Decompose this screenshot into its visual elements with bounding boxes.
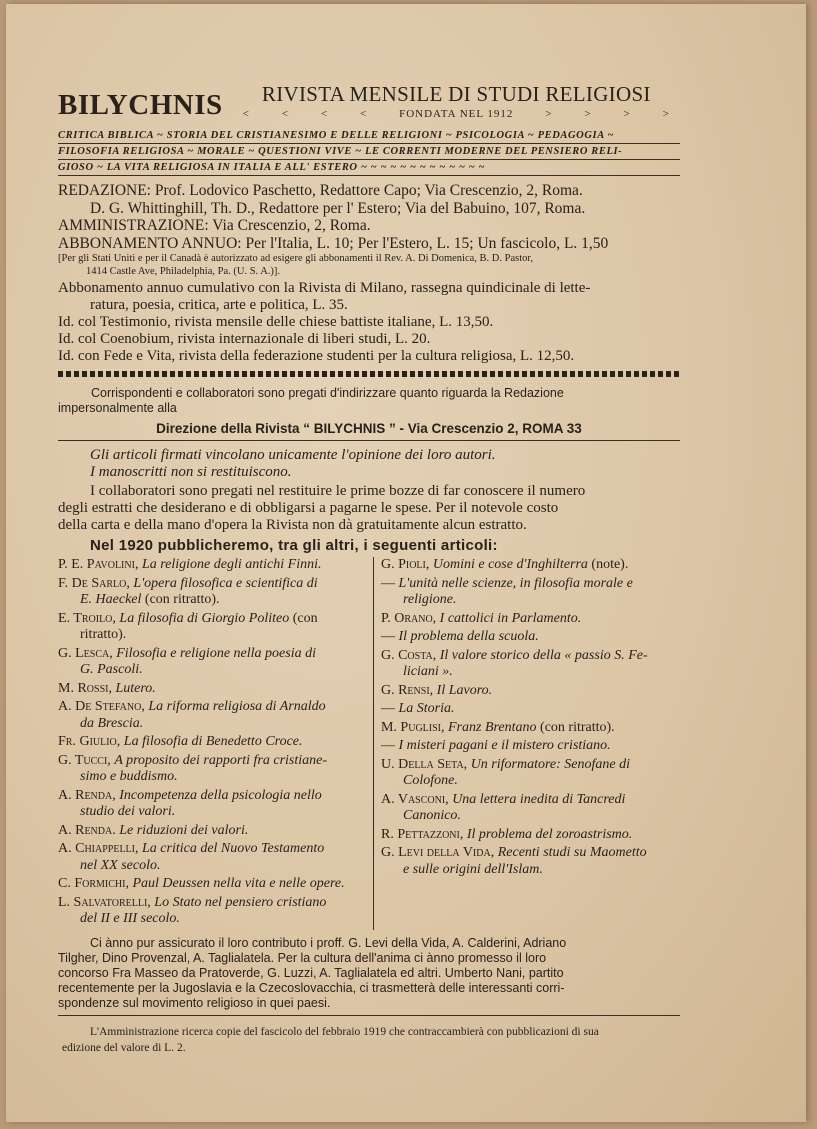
contributors-line: recentemente per la Jugoslavia e la Czecoslovacchia, ci trasmetterà delle interessanti corri- [58,980,565,995]
article-title: Incompetenza della psicologia nello [119,787,322,803]
article-note: ritratto). [80,627,127,642]
article-title-continued: del II e III secolo. [80,911,180,926]
article-title-continued: nel XX secolo. [80,857,161,873]
article-line [58,646,367,663]
article-author: A. Chiappelli, [58,841,139,856]
administration-note [58,1024,680,1056]
article-note: (con ritratto). [144,592,220,607]
article-line [381,557,680,574]
article-line [58,699,367,716]
article-entry [58,734,367,751]
article-line [58,788,367,805]
topics-line: GIOSO ~ LA VITA RELIGIOSA IN ITALIA E ALL' ESTERO ~ ~ ~ ~ ~ ~ ~ ~ ~ ~ ~ ~ ~ [58,160,680,176]
article-title: Un riformatore: Senofane di [470,756,630,772]
redazione-line: D. G. Whittinghill, Th. D., Redattore per l' Estero; Via del Babuino, 107, Roma. [90,199,586,217]
article-title: L'opera filosofica e scientifica di [133,575,318,591]
article-title-continued: Canonico. [402,808,461,823]
usa-note [58,252,680,278]
subscription-line: Id. col Testimonio, rivista mensile delle chiese battiste italiane, L. 13,50. [58,314,494,330]
article-title: La riforma religiosa di Arnaldo [148,699,326,714]
cumulative-subscriptions [58,280,680,365]
article-entry [381,738,680,755]
article-line-continued [58,592,367,609]
article-line-continued [381,808,680,825]
article-author: P. Orano, [380,610,437,626]
article-entry [58,753,367,786]
correspondence-line: impersonalmente alla [58,401,177,415]
article-line [381,720,680,737]
topics-line: FILOSOFIA RELIGIOSA ~ MORALE ~ QUESTIONI VIVE ~ LE CORRENTI MODERNE DEL PENSIERO RELI- [58,144,680,160]
article-author: U. Della Seta, [380,756,468,772]
article-line [381,683,680,700]
article-line-continued [58,804,367,821]
articles-columns [58,557,680,930]
article-author: E. Troilo, [58,610,116,626]
article-title-continued: liciani ». [402,664,453,679]
contributors-line: spondenze sul movimento religioso in quei paesi. [58,995,331,1010]
article-title: Il problema del zoroastrismo. [466,826,633,842]
article-title: Il valore storico della « passio S. Fe- [439,647,648,663]
founded-mark: < [320,108,329,120]
articles-heading: Nel 1920 pubblicheremo, tra gli altri, i seguenti articoli: [90,537,498,554]
dotted-divider [58,371,680,377]
article-entry [381,701,680,718]
article-author: A. Renda, [58,787,116,803]
article-author: L. Salvatorelli, [58,894,151,910]
article-author: M. Puglisi, [380,719,445,735]
disclaimer-line: Gli articoli firmati vincolano unicamente l'opinione dei loro autori. [90,447,496,463]
articles-left-column [58,557,374,930]
article-entry [58,876,367,893]
article-entry [381,845,680,878]
article-line [58,611,367,628]
article-title: Paul Deussen nella vita e nelle opere. [132,876,345,891]
subscription-line: Abbonamento annuo cumulativo con la Rivista di Milano, rassegna quindicinale di lette- [58,280,591,296]
founded-mark: < [242,108,250,120]
article-author: M. Rossi, [58,680,112,696]
article-entry [58,699,367,732]
founded-mark: > [584,108,592,120]
administration-line: edizione del valore di L. 2. [62,1041,186,1054]
article-line [381,738,680,755]
founded-line [233,108,680,120]
article-line [381,757,680,774]
collaborators-line: degli estratti che desiderano e di obbligarsi a pagarne le spese. Per il notevole costo [58,500,559,516]
subscription-line: Id. con Fede e Vita, rivista della federazione studenti per la cultura religiosa, L. 12,50. [58,348,575,364]
article-title-continued: religione. [402,592,457,607]
article-entry [58,895,367,928]
article-author: P. E. Pavolini, [58,557,139,572]
article-line [58,823,367,840]
article-author: R. Pettazzoni, [380,826,464,842]
article-title-continued: simo e buddismo. [80,769,178,784]
article-author: — [380,738,395,753]
article-title: I misteri pagani e il mistero cristiano. [398,738,611,753]
article-title: La filosofia di Benedetto Croce. [123,734,303,749]
collaborators-line: I collaboratori sono pregati nel restituire le prime bozze di far conoscere il numero [90,483,586,499]
article-entry [58,557,367,574]
article-line [381,611,680,628]
article-line [58,895,367,912]
article-line [58,681,367,698]
contributors-line: Tilgher, Dino Provenzal, A. Taglialatela. Per la cultura dell'anima ci ànno promesso il loro [58,950,547,965]
article-line-continued [58,716,367,733]
article-author: G. Rensi, [380,682,434,698]
masthead-right [233,84,680,120]
article-line-continued [381,592,680,609]
article-line [58,753,367,770]
redazione-block [58,182,680,278]
correspondence-note [58,386,680,416]
article-author: A. De Stefano, [58,699,145,714]
article-author: G. Levi della Vida, [380,845,495,860]
article-entry [58,646,367,679]
article-title: Una lettera inedita di Tancredi [452,791,626,807]
correspondence-line: Corrispondenti e collaboratori sono pregati d'indirizzare quanto riguarda la Redazione [91,386,564,400]
masthead [58,84,680,120]
article-line [58,734,367,751]
article-author: — [380,629,395,644]
collaborators-line: della carta e della mano d'opera la Rivista non dà gratuitamente alcun estratto. [58,517,527,533]
article-title-continued: E. Haeckel [80,592,142,607]
article-line-continued [58,627,367,644]
article-entry [381,629,680,646]
article-title-continued: G. Pascoli. [80,662,143,677]
article-title: Uomini e cose d'Inghilterra [432,557,588,572]
articles-right-column [374,557,680,930]
article-line [381,576,680,593]
article-title: Lo Stato nel pensiero cristiano [154,894,327,910]
founded-mark: < [281,108,289,120]
page-content [58,84,680,1056]
article-author: G. Costa, [380,647,437,663]
article-author: G. Pioli, [380,557,430,572]
article-line-continued [381,664,680,681]
article-title: La Storia. [398,701,455,716]
amministrazione-line: AMMINISTRAZIONE: Via Crescenzio, 2, Roma. [58,217,371,234]
article-entry [58,611,367,644]
article-title: Recenti studi su Maometto [497,845,647,860]
article-title: A proposito dei rapporti fra cristiane- [114,752,328,768]
article-title: L'unità nelle scienze, in filosofia morale e [398,575,633,591]
article-entry [381,792,680,825]
article-title: Lutero. [115,680,156,696]
article-entry [58,681,367,698]
founded-mark: > [545,108,553,120]
article-entry [381,827,680,844]
abbonamento-line: ABBONAMENTO ANNUO: Per l'Italia, L. 10; Per l'Estero, L. 15; Un fascicolo, L. 1,50 [58,234,609,252]
collaborators-note [58,483,680,534]
article-entry [381,683,680,700]
founded-text: FONDATA NEL 1912 [399,108,514,120]
founded-mark: > [662,108,670,120]
article-author: — [380,701,395,716]
article-author: G. Tucci, [58,752,111,768]
article-entry [381,720,680,737]
article-title-continued: e sulle origini dell'Islam. [402,861,543,877]
article-line-continued [58,911,367,928]
article-title: I cattolici in Parlamento. [439,610,582,626]
article-title: Il problema della scuola. [398,629,539,644]
article-title: Il Lavoro. [436,682,493,698]
founded-mark: > [623,108,631,120]
article-entry [381,576,680,609]
article-author: — [380,575,395,591]
contributors-note [58,936,680,1016]
article-entry [58,823,367,840]
journal-subtitle: RIVISTA MENSILE DI STUDI RELIGIOSI [261,82,651,106]
article-title: Filosofia e religione nella poesia di [116,645,316,661]
article-entry [381,557,680,574]
article-note: (con ritratto). [540,719,615,735]
article-entry [58,788,367,821]
article-line [381,792,680,809]
article-entry [58,841,367,874]
article-title: La critica del Nuovo Testamento [142,841,325,856]
article-line [381,701,680,718]
article-author: Fr. Giulio, [58,734,121,749]
article-entry [58,576,367,609]
article-line-continued [381,773,680,790]
disclaimer-notes [58,447,680,481]
article-line [381,827,680,844]
subscription-line: ratura, poesia, critica, arte e politica, L. 35. [90,297,348,313]
article-entry [381,611,680,628]
article-line [381,648,680,665]
topics-band [58,128,680,176]
journal-page [6,4,806,1122]
contributors-line: concorso Fra Masseo da Pratoverde, G. Luzzi, A. Taglialatela ed altri. Umberto Nani, partito [58,965,564,980]
article-entry [381,757,680,790]
article-line [58,841,367,858]
article-line [381,845,680,862]
article-title: La religione degli antichi Finni. [141,557,322,572]
article-author: F. De Sarlo, [58,575,130,591]
direction-address: Direzione della Rivista “ BILYCHNIS ” - Via Crescenzio 2, ROMA 33 [58,418,680,441]
article-note: (note). [591,557,629,572]
article-line [58,876,367,893]
article-author: C. Formichi, [58,876,129,891]
founded-mark: < [359,108,368,120]
journal-brand: BILYCHNIS [58,89,223,121]
usa-note-line: 1414 Castle Ave, Philadelphia, Pa. (U. S. A.)]. [86,266,281,277]
article-title-continued: Colofone. [402,773,458,788]
article-line [58,576,367,593]
administration-line: L'Amministrazione ricerca copie del fascicolo del febbraio 1919 che contraccambierà con pubblicazioni di sua [90,1025,599,1038]
article-title: La filosofia di Giorgio Politeo [119,610,290,626]
article-author: A. Vasconi, [380,791,449,807]
redazione-line: REDAZIONE: Prof. Lodovico Paschetto, Redattore Capo; Via Crescenzio, 2, Roma. [58,182,583,199]
article-note: (con [292,610,318,626]
article-line [58,557,367,574]
article-title: Franz Brentano [448,719,537,735]
article-line-continued [58,769,367,786]
article-line-continued [58,662,367,679]
article-line-continued [381,862,680,879]
article-title-continued: da Brescia. [80,715,144,731]
article-author: A. Renda. [58,822,116,838]
article-title-continued: studio dei valori. [80,804,176,819]
contributors-line: Ci ànno pur assicurato il loro contributo i proff. G. Levi della Vida, A. Calderini, Adriano [90,935,567,950]
article-entry [381,648,680,681]
article-title: Le riduzioni dei valori. [119,822,249,838]
disclaimer-line: I manoscritti non si restituiscono. [90,464,292,480]
article-line-continued [58,858,367,875]
usa-note-line: [Per gli Stati Uniti e per il Canadà è autorizzato ad esigere gli abbonamenti il Rev. A. Di Domenica, B. D. Pastor, [58,253,534,264]
article-author: G. Lesca, [58,645,113,661]
article-line [381,629,680,646]
topics-line: CRITICA BIBLICA ~ STORIA DEL CRISTIANESIMO E DELLE RELIGIONI ~ PSICOLOGIA ~ PEDAGOGIA ~ [58,128,680,144]
subscription-line: Id. col Coenobium, rivista internazionale di liberi studi, L. 20. [58,331,431,347]
